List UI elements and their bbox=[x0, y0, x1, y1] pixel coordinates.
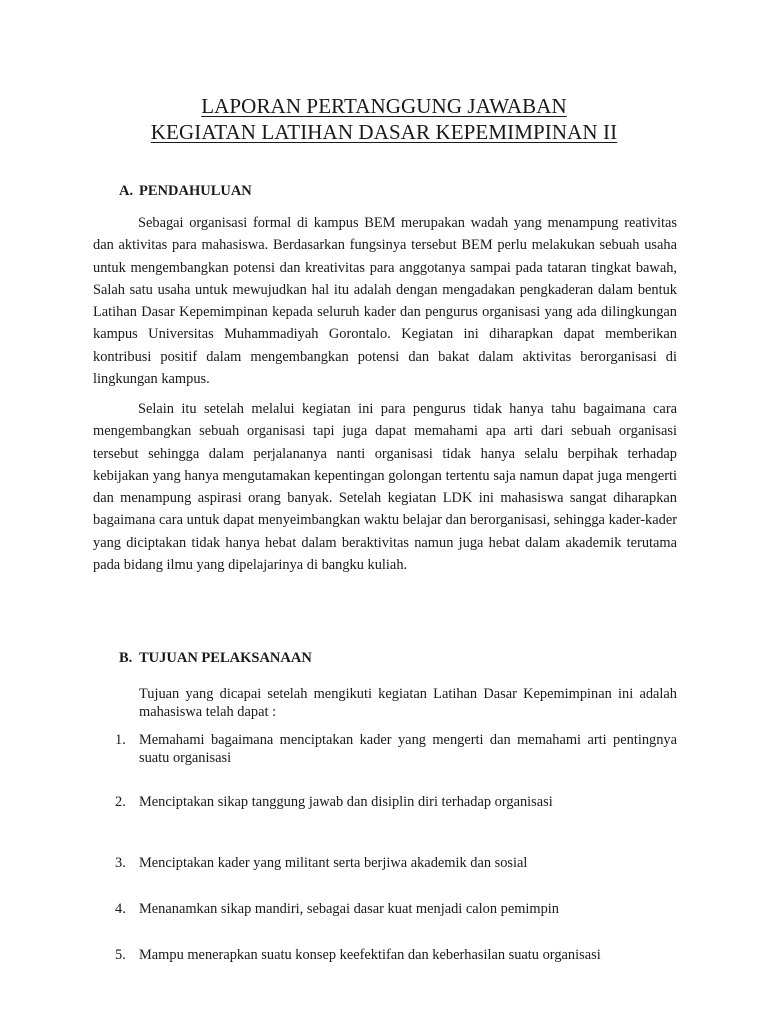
section-b-intro: Tujuan yang dicapai setelah mengikuti kegiatan Latihan Dasar Kepemimpinan ini adalah mahasiswa telah dapat : bbox=[139, 686, 677, 720]
objective-list-item bbox=[115, 946, 677, 964]
list-item-text: Menciptakan kader yang militant serta berjiwa akademik dan sosial bbox=[139, 855, 528, 871]
list-item-text: Menciptakan sikap tanggung jawab dan disiplin diri terhadap organisasi bbox=[139, 794, 553, 810]
list-item-number: 2. bbox=[115, 794, 126, 810]
section-a-letter: A. bbox=[119, 183, 134, 199]
list-item-number: 3. bbox=[115, 855, 126, 871]
list-item-text: Menanamkan sikap mandiri, sebagai dasar kuat menjadi calon pemimpin bbox=[139, 901, 559, 917]
list-item-number: 5. bbox=[115, 947, 126, 963]
section-b-title: TUJUAN PELAKSANAAN bbox=[139, 650, 312, 666]
objective-list-item bbox=[115, 854, 677, 872]
section-a-paragraph-2: Selain itu setelah melalui kegiatan ini para pengurus tidak hanya tahu bagaimana cara mengembangkan sebuah organisasi tapi juga dapat memahami apa arti dari sebuah organisasi tersebut sehingga dalam perjalananya nanti organisasi tidak hanya selalu berpihak terhadap kebijakan yang hanya mengutamakan kepentingan golongan tertentu saja namun dapat juga mengerti dan menampung aspirasi orang banyak. Setelah kegiatan LDK ini mahasiswa sangat diharapkan bagaimana cara untuk dapat menyeimbangkan waktu belajar dan berorganisasi, sehingga kader-kader yang diciptakan tidak hanya hebat dalam beraktivitas namun juga hebat dalam akademik terutama pada bidang ilmu yang dipelajarinya di bangku kuliah. bbox=[93, 401, 677, 574]
section-a-heading bbox=[119, 183, 252, 200]
section-a-title: PENDAHULUAN bbox=[139, 183, 252, 199]
objective-list-item bbox=[115, 900, 677, 918]
document-title-line-1: LAPORAN PERTANGGUNG JAWABAN bbox=[201, 94, 567, 118]
objective-list-item bbox=[115, 731, 677, 767]
section-b-letter: B. bbox=[119, 650, 133, 666]
section-a-paragraph-1: Sebagai organisasi formal di kampus BEM merupakan wadah yang menampung reativitas dan aktivitas para mahasiswa. Berdasarkan fungsinya tersebut BEM perlu melakukan sebuah usaha untuk mengembangkan potensi dan kreativitas para anggotanya sampai pada tataran tingkat bawah, Salah satu usaha untuk mewujudkan hal itu adalah dengan mengadakan pengkaderan dalam bentuk Latihan Dasar Kepemimpinan kepada seluruh kader dan pengurus organisasi yang ada dilingkungan kampus Universitas Muhammadiyah Gorontalo. Kegiatan ini diharapkan dapat memberikan kontribusi positif dalam mengembangkan potensi dan bakat dalam aktivitas berorganisasi di lingkungan kampus. bbox=[93, 215, 677, 388]
document-title-line-2: KEGIATAN LATIHAN DASAR KEPEMIMPINAN II bbox=[150, 120, 618, 144]
list-item-text: Mampu menerapkan suatu konsep keefektifan dan keberhasilan suatu organisasi bbox=[139, 947, 601, 963]
list-item-text: Memahami bagaimana menciptakan kader yang mengerti dan memahami arti pentingnya suatu organisasi bbox=[139, 732, 677, 766]
section-b-heading bbox=[119, 650, 312, 667]
list-item-number: 1. bbox=[115, 732, 126, 748]
list-item-number: 4. bbox=[115, 901, 126, 917]
objective-list-item bbox=[115, 793, 677, 811]
